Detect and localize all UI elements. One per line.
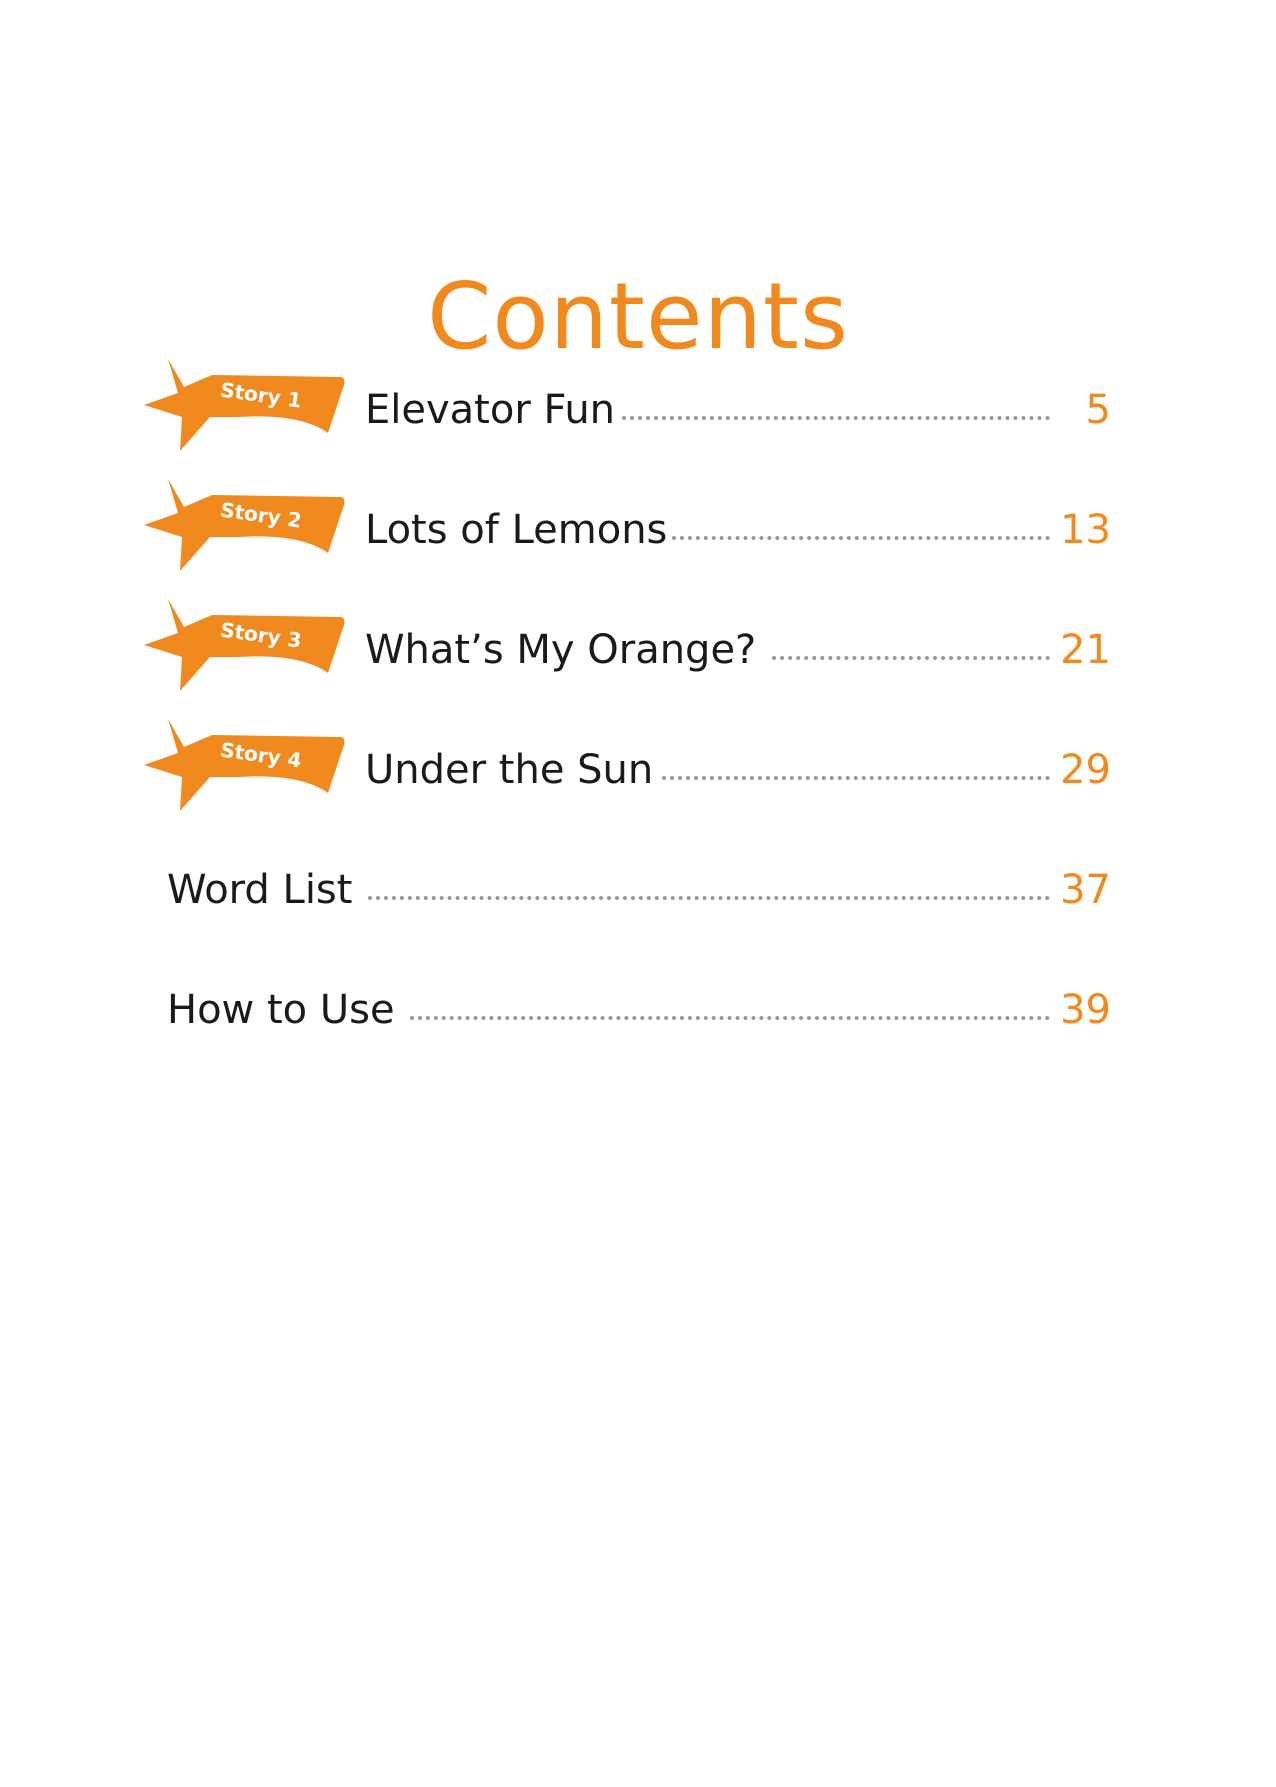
dot-leader — [772, 656, 1050, 660]
story-title[interactable]: Elevator Fun — [365, 387, 616, 433]
page-number[interactable]: 39 — [1060, 987, 1111, 1033]
story-badge-number: 3 — [285, 626, 303, 653]
dot-leader — [672, 536, 1050, 540]
story-title[interactable]: Lots of Lemons — [365, 507, 668, 553]
story-badge-word: Story — [218, 617, 283, 650]
story-badge-number: 4 — [285, 746, 303, 773]
story-badge-word: Story — [218, 737, 283, 770]
page-number[interactable]: 5 — [1085, 387, 1111, 433]
page-number[interactable]: 13 — [1060, 507, 1111, 553]
story-badge-word: Story — [218, 377, 283, 410]
story-badge-star-icon — [140, 475, 350, 585]
story-title[interactable]: Under the Sun — [365, 747, 654, 793]
page-title: Contents — [427, 262, 849, 370]
page-number[interactable]: 21 — [1060, 627, 1111, 673]
page-number[interactable]: 37 — [1060, 867, 1111, 913]
story-badge-star-icon — [140, 595, 350, 705]
word-list-link[interactable]: Word List — [167, 867, 353, 913]
dot-leader — [622, 416, 1050, 420]
story-badge-star-icon — [140, 355, 350, 465]
dot-leader — [368, 896, 1050, 900]
story-badge-star-icon — [140, 715, 350, 825]
story-badge-number: 1 — [285, 386, 303, 413]
story-title[interactable]: What’s My Orange? — [365, 627, 757, 673]
page-number[interactable]: 29 — [1060, 747, 1111, 793]
dot-leader — [410, 1016, 1050, 1020]
dot-leader — [662, 776, 1050, 780]
how-to-use-link[interactable]: How to Use — [167, 987, 395, 1033]
story-badge-word: Story — [218, 497, 283, 530]
story-badge-number: 2 — [285, 506, 303, 533]
